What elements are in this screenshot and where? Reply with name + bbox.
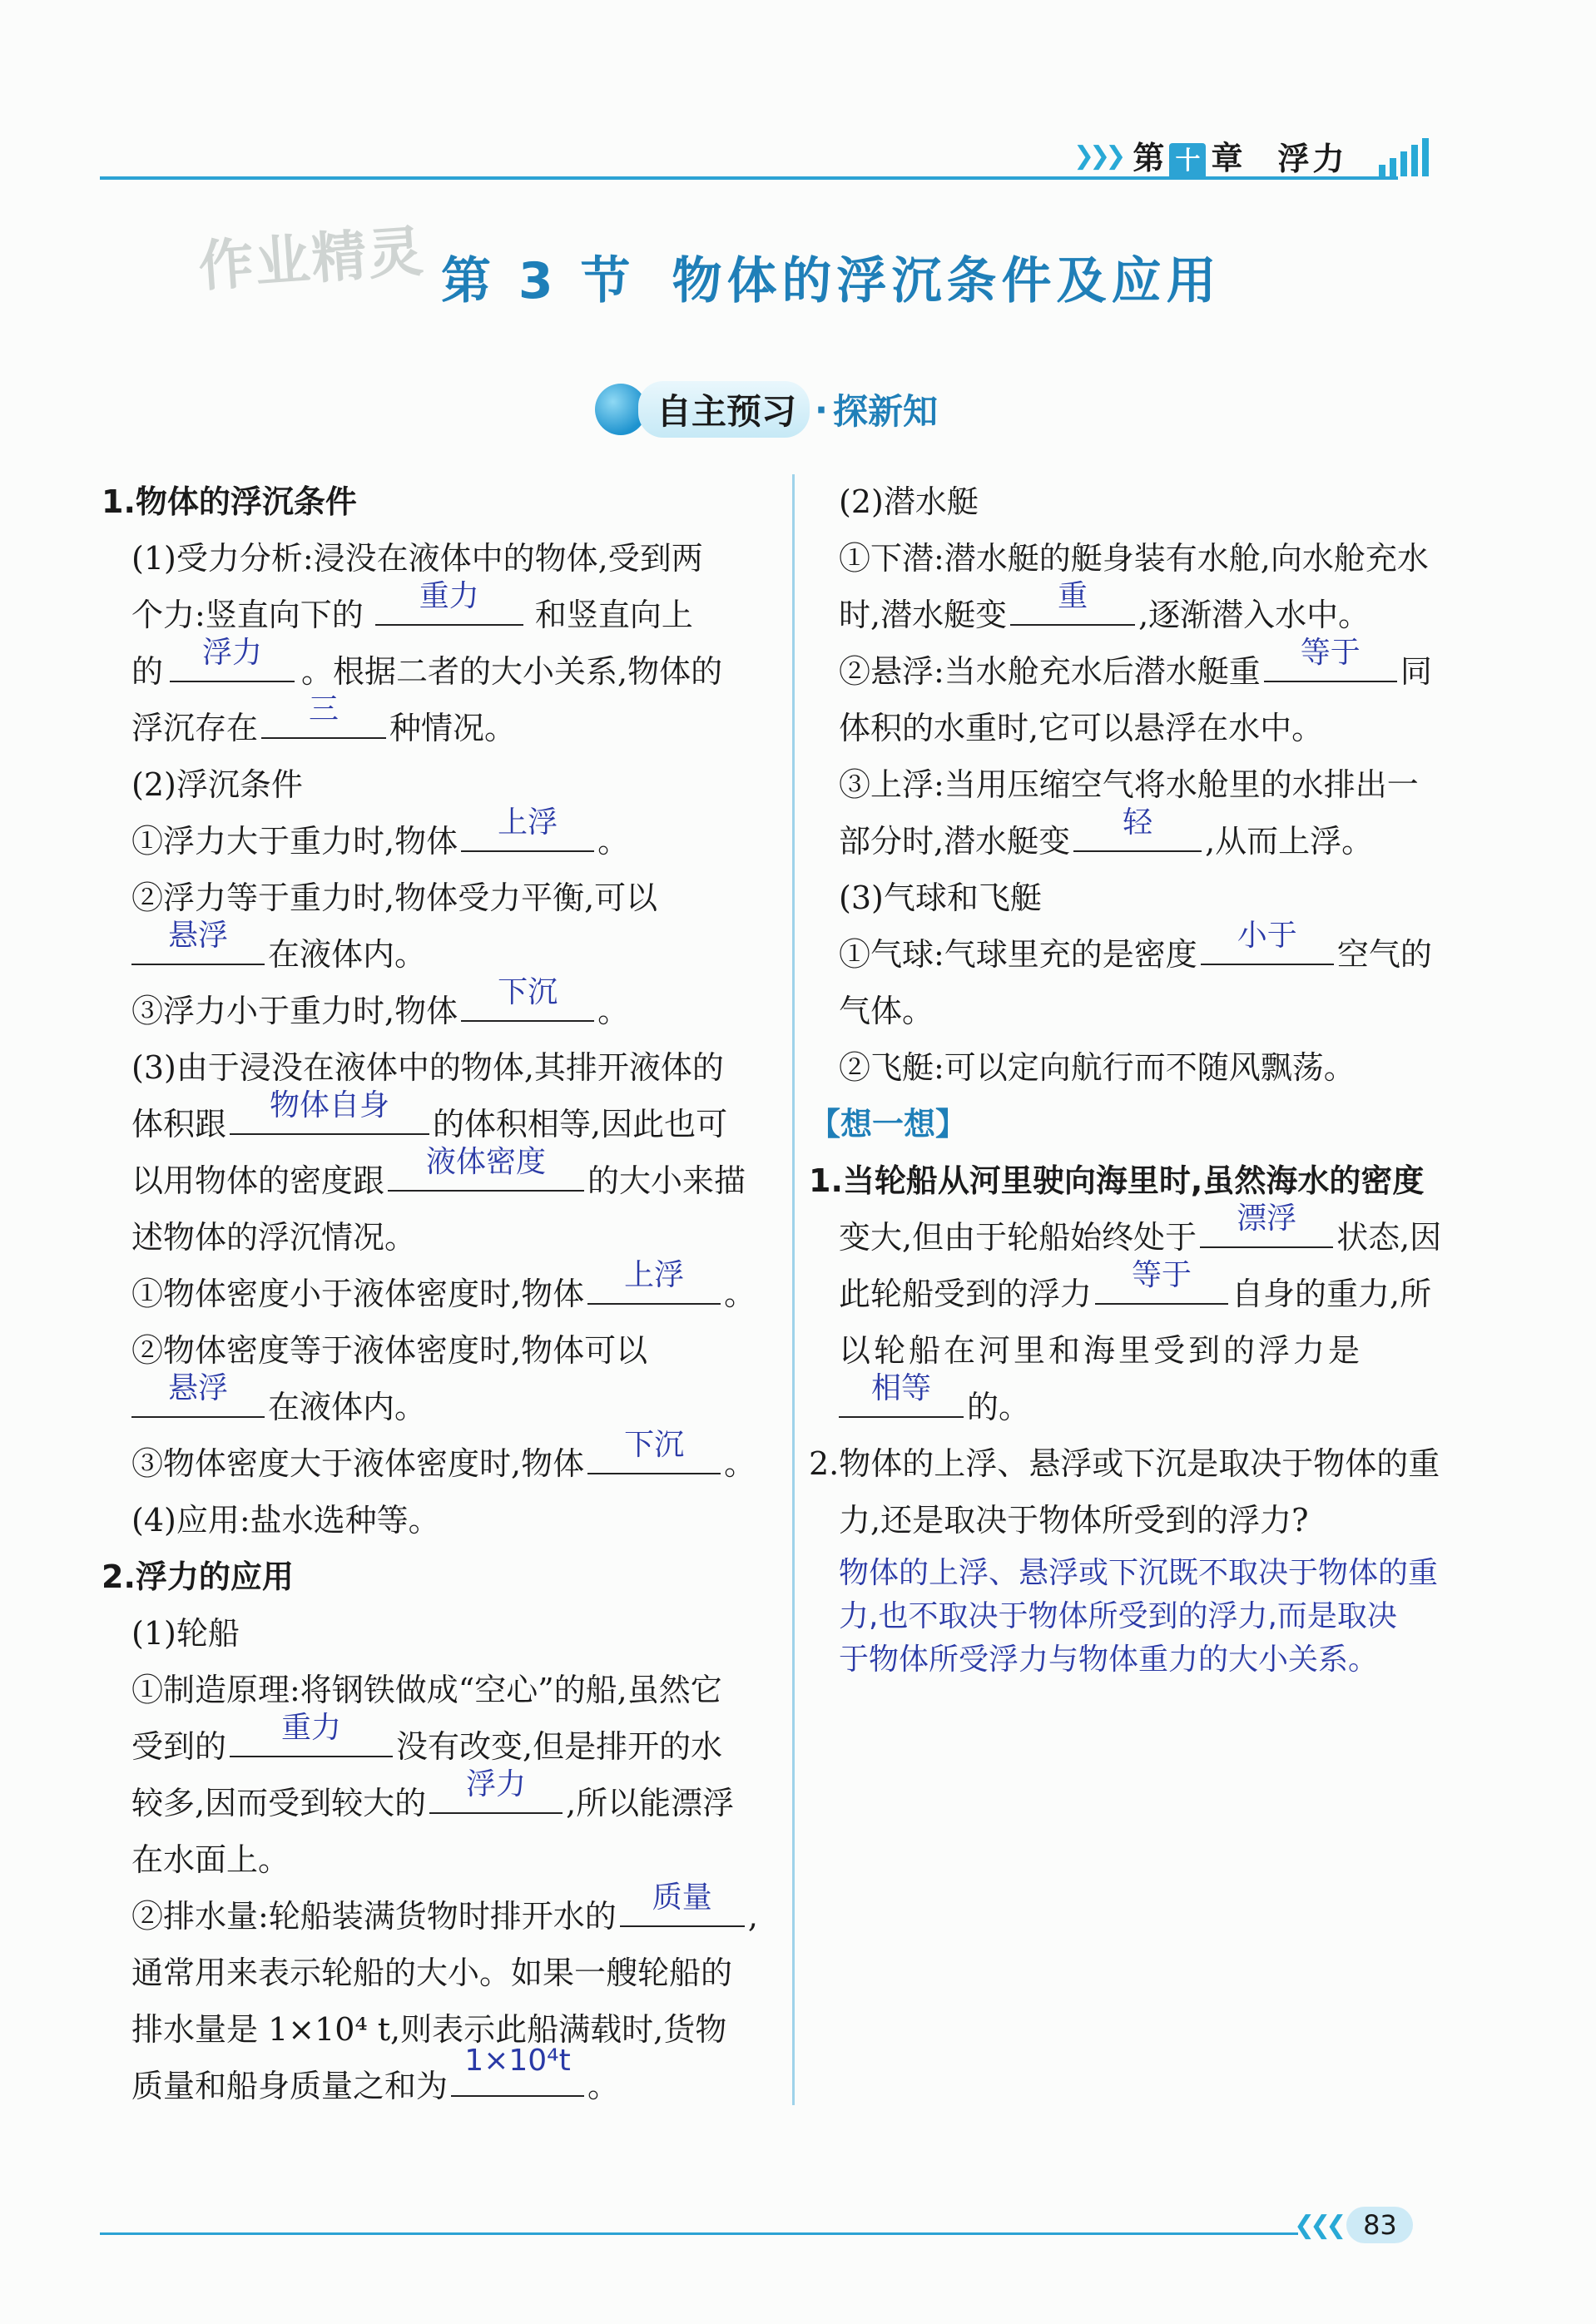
answer-line: 于物体所受浮力与物体重力的大小关系。 — [839, 1643, 1379, 1677]
page-number: 83 — [1346, 2207, 1413, 2243]
arrow-decoration-icon: ❯❯❯ — [1073, 141, 1122, 171]
answer-blank: 质量 — [620, 1892, 745, 1927]
section-title: 第 3 节 物体的浮沉条件及应用 — [441, 252, 1222, 310]
section-banner: 自主预习 · 探新知 — [595, 379, 938, 440]
footer — [1294, 2207, 1413, 2243]
answer-blank: 1×10⁴t — [451, 2062, 584, 2097]
answer-blank: 重力 — [375, 591, 523, 626]
answer-blank: 三 — [261, 704, 386, 739]
heading-1: 1.物体的浮沉条件 — [102, 483, 357, 520]
answer-blank: 重力 — [230, 1722, 393, 1757]
answer-blank: 液体密度 — [388, 1157, 584, 1192]
heading-2: 2.浮力的应用 — [102, 1558, 294, 1595]
answer-blank: 上浮 — [461, 817, 594, 852]
chapter-label: 第 十 章 — [1133, 132, 1242, 180]
think-heading: 【想一想】 — [809, 1106, 968, 1142]
answer-blank: 浮力 — [170, 647, 295, 682]
footer-rule — [100, 2232, 1298, 2235]
answer-blank: 下沉 — [587, 1439, 721, 1474]
chapter-title: 浮力 — [1277, 140, 1348, 177]
answer-blank: 物体自身 — [230, 1100, 429, 1135]
textbook-page: ❯❯❯ 第 十 章 浮力 作业精灵 第 3 节 物体的浮沉条件及应用 自主预习 · 探新知 1.物体的浮沉条件 (1)受力分析:浸没在液体中的物体,受到两 个力:竖直向下的 重力 和竖直向上 的 浮力 。根据二者的大小关系,物体的 浮沉存在 三 种情况。 (2)浮沉条件 ①浮力大于重力时,物体 上浮 。 ②浮力等于重力时,物体受力平衡,可以 悬浮 在液体内。 ③浮力小于重力时,物体 下沉 。 (3)由于浸没在液体中的物体,其排开液体的 体积跟 物体自身 的体积相等,因此也可 以用物体的密度跟 液体密度 的大小来描 述物体的浮沉情况。 ①物体密度小于液体密度时,物体 上浮 。 ②物体密度等于液体密度时,物体可以 悬浮 在液体内。 ③物体密度大于液体密度时,物体 下沉 。 (4)应用:盐水选种等。 2.浮力的应用 (1)轮船 ①制造原理:将钢铁做成“空心”的船,虽然它 受到的 重力 没有改变,但是排开的水 较多,因而受到较大的 浮力 ,所以能漂浮 在水面上。 ②排水量:轮船装满货物时排开水的 质量 , 通常用来表示轮船的大小。如果一艘轮船的 排水量是 1×10⁴ t,则表示此船满载时,货物 质量和船身质量之和为 1×10⁴t 。 (2)潜水艇 ①下潜:潜水艇的艇身装有水舱,向水舱充水 时,潜水艇变 重 ,逐渐潜入水中。 ②悬浮:当水舱充水后潜水艇重 等于 同 体积的水重时,它可以悬浮在水中。 ③上浮:当用压缩空气将水舱里的水排出一 部分时,潜水艇变 轻 ,从而上浮。 (3)气球和飞艇 ①气球:气球里充的是密度 小于 空气的 气体。 ②飞艇:可以定向航行而不随风飘荡。 【想一想】 1.当轮船从河里驶向海里时,虽然海水的密度 变大,但由于轮船始终处于 漂浮 状态,因 此轮船受到的浮力 等于 自身的重力,所 以轮船在河里和海里受到的浮力是 相等 的。 2.物体的上浮、悬浮或下沉是取决于物体的重 力,还是取决于物体所受到的浮力? 物体的上浮、悬浮或下沉既不取决于物体的重 力,也不取决于物体所受到的浮力,而是取决 于物体所受浮力与物体重力的大小关系。 ❮❮❮ 83 — [0, 0, 1596, 2324]
answer-line: 力,也不取决于物体所受到的浮力,而是取决 — [839, 1599, 1397, 1633]
watermark: 作业精灵 — [196, 219, 427, 300]
answer-blank: 上浮 — [587, 1270, 721, 1305]
answer-blank: 悬浮 — [131, 930, 265, 965]
answer-blank: 下沉 — [461, 987, 594, 1022]
answer-blank: 等于 — [1264, 647, 1397, 682]
answer-blank: 轻 — [1073, 817, 1202, 852]
header-rule — [100, 176, 1398, 180]
answer-blank: 悬浮 — [131, 1383, 265, 1418]
answer-blank: 等于 — [1095, 1270, 1228, 1305]
answer-blank: 浮力 — [429, 1779, 563, 1814]
column-divider — [792, 474, 795, 2105]
answer-line: 物体的上浮、悬浮或下沉既不取决于物体的重 — [839, 1556, 1439, 1590]
answer-blank: 小于 — [1201, 930, 1334, 965]
answer-blank: 漂浮 — [1200, 1213, 1333, 1248]
answer-blank: 重 — [1010, 591, 1135, 626]
arrow-left-decoration-icon: ❮❮❮ — [1294, 2210, 1342, 2240]
bar-graph-icon — [1379, 135, 1429, 176]
answer-blank: 相等 — [839, 1383, 964, 1418]
